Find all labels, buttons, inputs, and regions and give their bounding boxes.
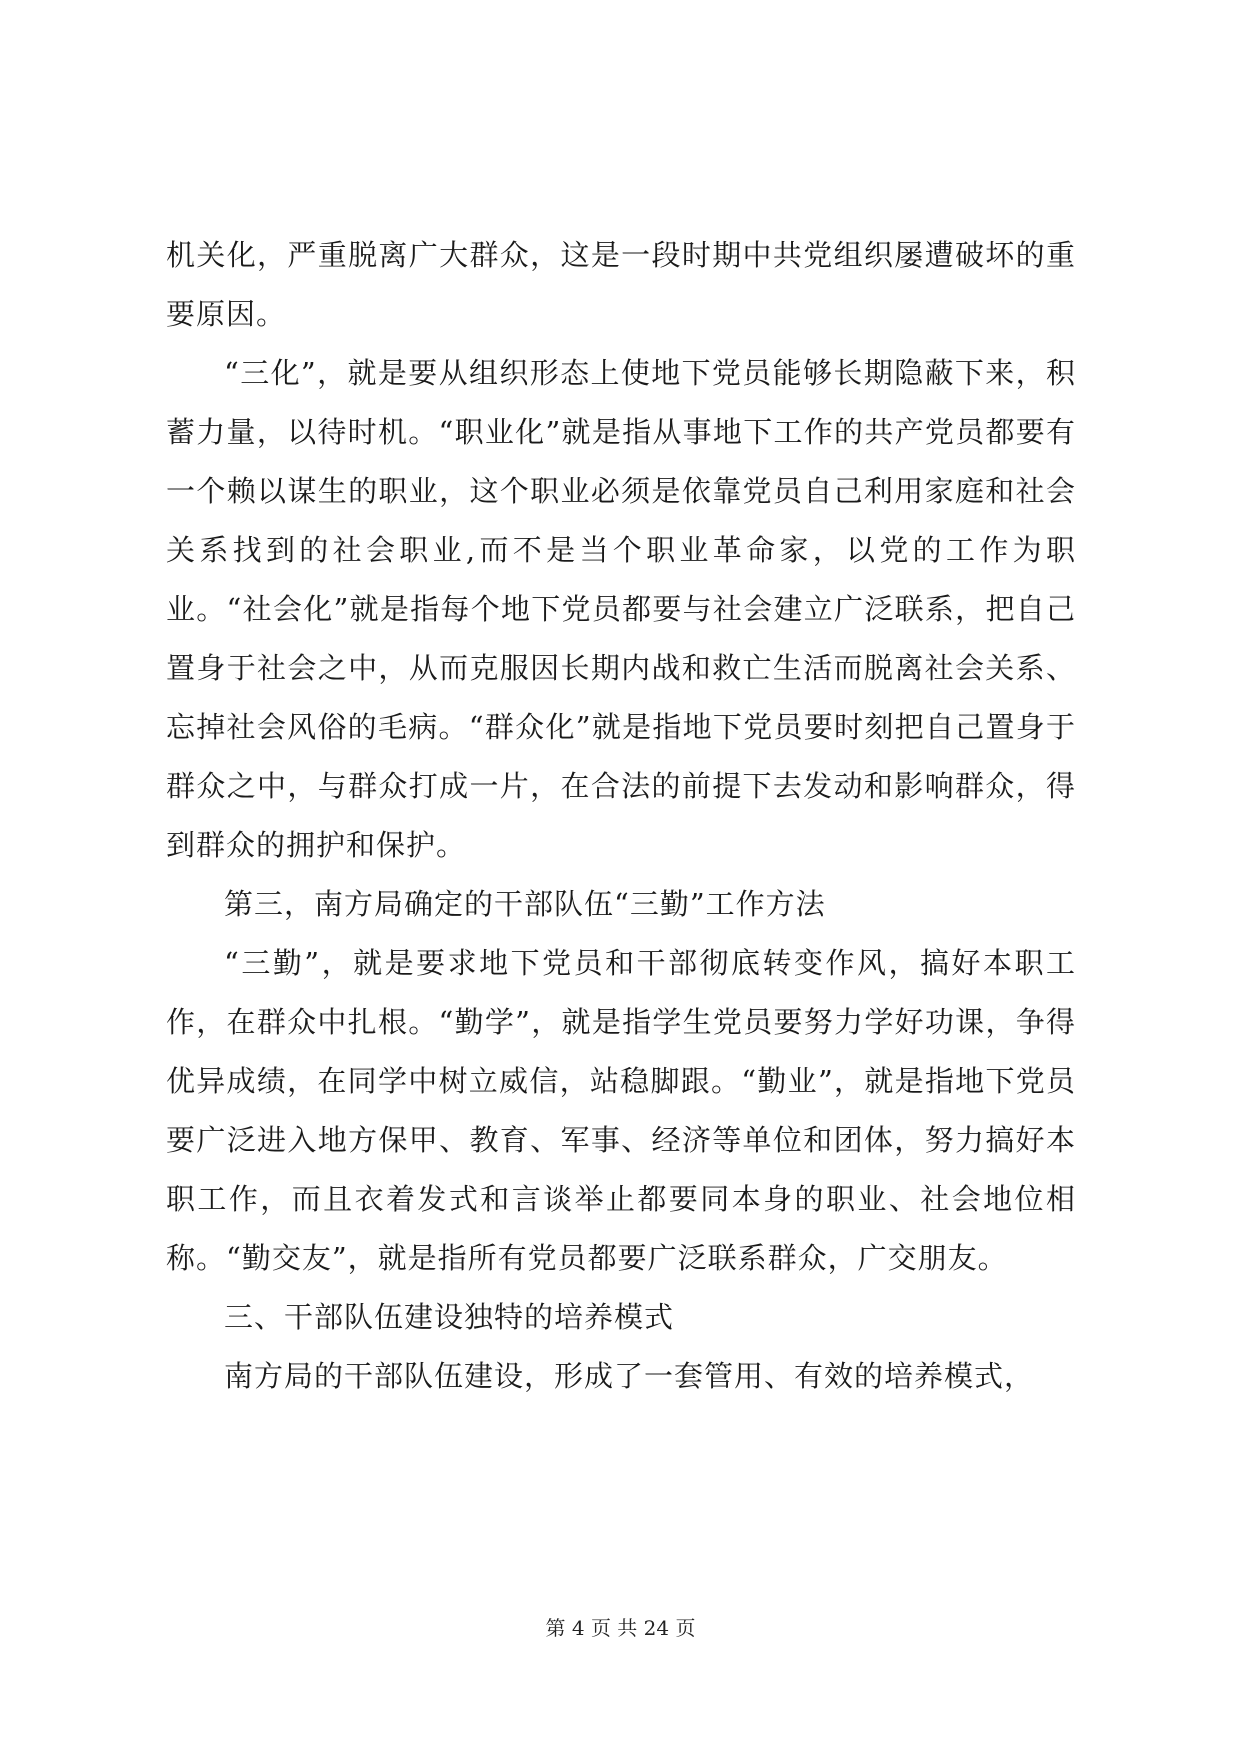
section-heading-training-model: 三、干部队伍建设独特的培养模式	[224, 1300, 675, 1334]
section-heading-three-qin: 第三，南方局确定的干部队伍“三勤”工作方法	[224, 887, 826, 921]
document-body	[166, 226, 1076, 1406]
paragraph-4: 南方局的干部队伍建设，形成了一套管用、有效的培养模式，	[224, 1359, 1035, 1393]
paragraph-1: 机关化，严重脱离广大群众，这是一段时期中共党组织屡遭破坏的重要原因。	[166, 238, 1076, 331]
page-footer: 第 4 页 共 24 页	[545, 1616, 696, 1640]
paragraph-3: “三勤”，就是要求地下党员和干部彻底转变作风，搞好本职工作，在群众中扎根。“勤学”，就是指学生党员要努力学好功课，争得优异成绩，在同学中树立威信，站稳脚跟。“勤业”，就是指地下党员要广泛进入地方保甲、教育、军事、经济等单位和团体，努力搞好本职工作，而且衣着发式和言谈举止都要同本身的职业、社会地位相称。“勤交友”，就是指所有党员都要广泛联系群众，广交朋友。	[166, 946, 1076, 1275]
paragraph-2: “三化”，就是要从组织形态上使地下党员能够长期隐蔽下来，积蓄力量，以待时机。“职业化”就是指从事地下工作的共产党员都要有一个赖以谋生的职业，这个职业必须是依靠党员自己利用家庭和社会关系找到的社会职业,而不是当个职业革命家，以党的工作为职业。“社会化”就是指每个地下党员都要与社会建立广泛联系，把自己置身于社会之中，从而克服因长期内战和救亡生活而脱离社会关系、忘掉社会风俗的毛病。“群众化”就是指地下党员要时刻把自己置身于群众之中，与群众打成一片，在合法的前提下去发动和影响群众，得到群众的拥护和保护。	[166, 356, 1076, 862]
